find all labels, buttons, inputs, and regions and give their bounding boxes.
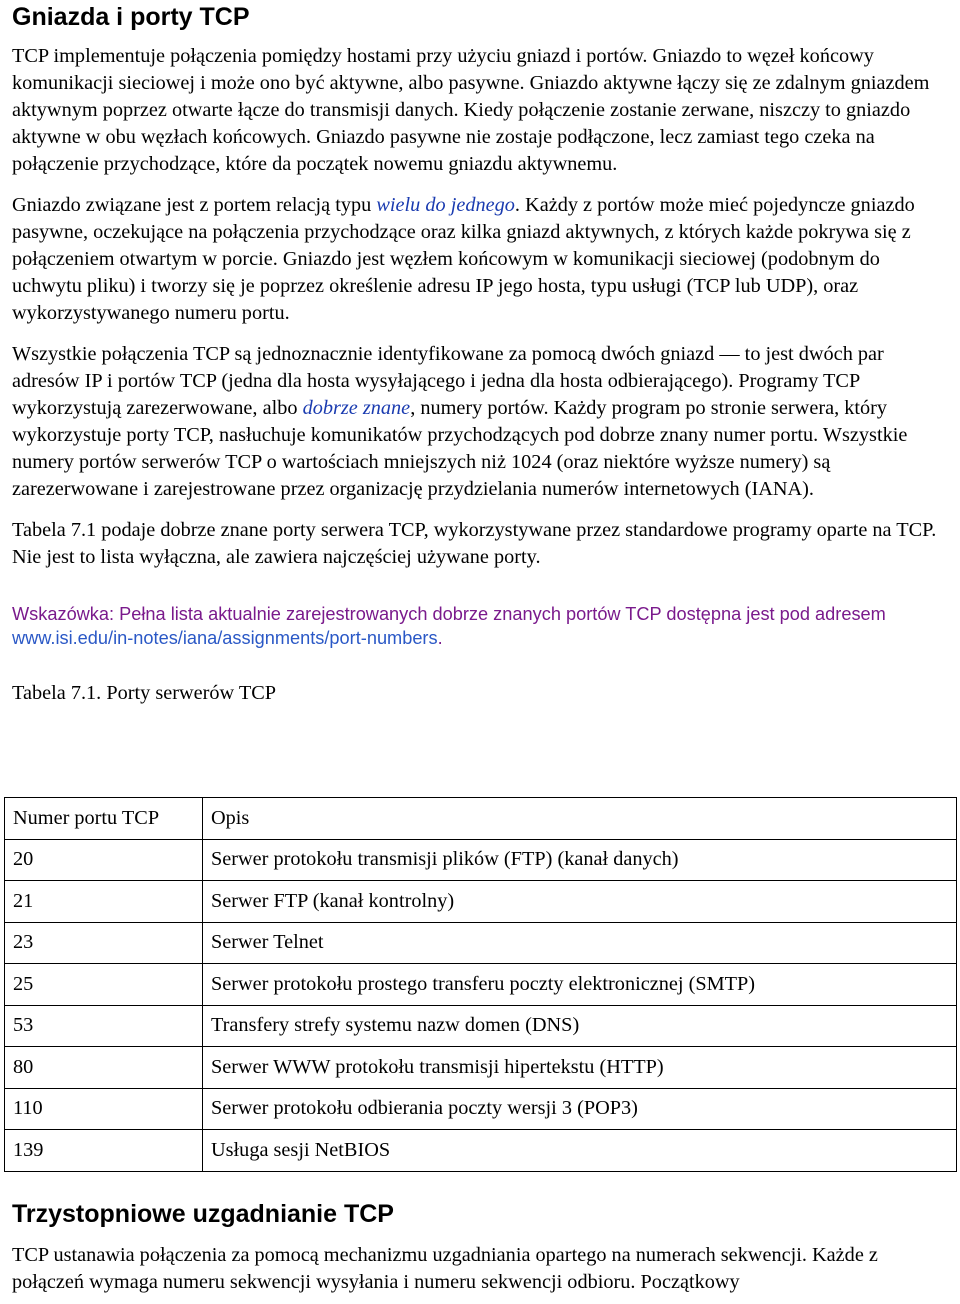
header-port-number: Numer portu TCP <box>5 798 203 840</box>
paragraph-socket-port-relation <box>12 192 954 327</box>
table-row <box>5 922 957 964</box>
paragraph-text: Wszystkie połączenia TCP są jednoznacznie identyfikowane za pomocą dwóch gniazd — to jest dwóch par adresów IP i portów TCP (jedna dla hosta wysyłającego i jedna dla hosta odbierającego). Programy TCP wykorzystują zarezerwowane, albo <box>12 343 884 419</box>
paragraph-connections <box>12 341 954 503</box>
table-row <box>5 1047 957 1089</box>
port-description: Usługa sesji NetBIOS <box>203 1130 957 1172</box>
port-description: Transfery strefy systemu nazw domen (DNS) <box>203 1005 957 1047</box>
port-number: 20 <box>5 839 203 881</box>
port-description: Serwer Telnet <box>203 922 957 964</box>
paragraph-text: , numery portów. Każdy program po stronie serwera, który wykorzystuje porty TCP, nasłuchuje komunikatów przychodzących pod dobrze znany numer portu. Wszystkie numery portów serwerów TCP o wartościach mniejszych niż 1024 (oraz niektóre wyższe numery) są zarezerwowane i zarejestrowane przez organizację przydzielania numerów internetowych (IANA). <box>12 397 908 500</box>
paragraph-table-intro: Tabela 7.1 podaje dobrze znane porty serwera TCP, wykorzystywane przez standardowe programy oparte na TCP. Nie jest to lista wyłączna, ale zawiera najczęściej używane porty. <box>12 519 937 568</box>
port-number: 21 <box>5 881 203 923</box>
port-description: Serwer FTP (kanał kontrolny) <box>203 881 957 923</box>
port-number: 53 <box>5 1005 203 1047</box>
port-description: Serwer protokołu odbierania poczty wersji 3 (POP3) <box>203 1088 957 1130</box>
hint-note <box>12 602 954 650</box>
section-title-sockets: Gniazda i porty TCP <box>12 3 250 31</box>
port-number: 110 <box>5 1088 203 1130</box>
table-row <box>5 881 957 923</box>
table-row <box>5 1130 957 1172</box>
table-caption: Tabela 7.1. Porty serwerów TCP <box>12 682 277 704</box>
port-number: 23 <box>5 922 203 964</box>
table-row <box>5 839 957 881</box>
paragraph-sockets-intro: TCP implementuje połączenia pomiędzy hostami przy użyciu gniazd i portów. Gniazdo to węzeł końcowy komunikacji sieciowej i może ono być aktywne, albo pasywne. Gniazdo aktywne łączy się ze zdalnym gniazdem aktywnym poprzez otwarte łącze do transmisji danych. Kiedy połączenie zostanie zerwane, niszczy to gniazdo aktywne w obu węzłach końcowych. Gniazdo pasywne nie zostaje podłączone, lecz zamiast tego czeka na połączenie przychodzące, które da początek nowemu gniazdu aktywnemu. <box>12 45 930 175</box>
header-description: Opis <box>203 798 957 840</box>
table-row <box>5 1005 957 1047</box>
port-number: 139 <box>5 1130 203 1172</box>
table-header-row <box>5 798 957 840</box>
hint-end: . <box>437 628 443 648</box>
port-description: Serwer protokołu transmisji plików (FTP) (kanał danych) <box>203 839 957 881</box>
table-row <box>5 964 957 1006</box>
section-title-handshake: Trzystopniowe uzgadnianie TCP <box>12 1200 394 1228</box>
document-page <box>12 0 954 707</box>
port-number: 80 <box>5 1047 203 1089</box>
port-numbers-link[interactable]: www.isi.edu/in-notes/iana/assignments/port-numbers <box>12 628 438 648</box>
port-number: 25 <box>5 964 203 1006</box>
hint-text: Wskazówka: Pełna lista aktualnie zarejestrowanych dobrze znanych portów TCP dostępna jest pod adresem <box>12 604 886 624</box>
document-page-continued <box>12 1199 954 1296</box>
paragraph-handshake-intro: TCP ustanawia połączenia za pomocą mechanizmu uzgadniania opartego na numerach sekwencji. Każde z połączeń wymaga numeru sekwencji wysyłania i numeru sekwencji odbioru. Początkowy <box>12 1244 878 1293</box>
paragraph-text: . Każdy z portów może mieć pojedyncze gniazdo pasywne, oczekujące na połączenia przychodzące oraz kilka gniazd aktywnych, z których każde pokrywa się z połączeniem otwartym w porcie. Gniazdo jest węzłem końcowym w komunikacji sieciowej (podobnym do uchwytu pliku) i tworzy się je poprzez określenie adresu IP jego hosta, typu usługi (TCP lub UDP), oraz wykorzystywanego numeru portu. <box>12 194 915 324</box>
table-row <box>5 1088 957 1130</box>
port-description: Serwer WWW protokołu transmisji hipertekstu (HTTP) <box>203 1047 957 1089</box>
port-description: Serwer protokołu prostego transferu poczty elektronicznej (SMTP) <box>203 964 957 1006</box>
paragraph-text: Gniazdo związane jest z portem relacją typu <box>12 194 377 216</box>
ports-table <box>4 797 957 1172</box>
term-many-to-one: wielu do jednego <box>376 194 515 216</box>
term-well-known: dobrze znane <box>302 397 411 419</box>
